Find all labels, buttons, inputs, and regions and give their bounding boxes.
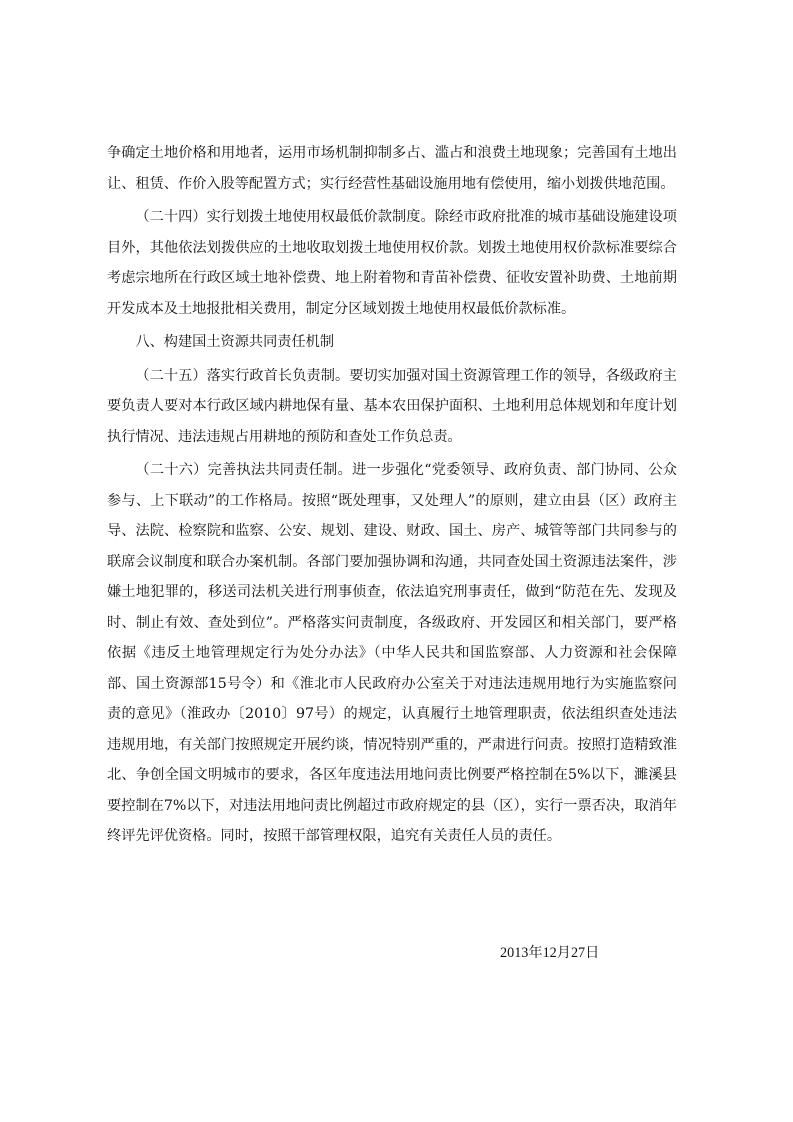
paragraph-continued: 争确定土地价格和用地者，运用市场机制抑制多占、滥占和浪费土地现象；完善国有土地出让、租赁、作价入股等配置方式；实行经营性基础设施用地有偿使用，缩小划拨供地范围。 [107, 145, 677, 192]
document-body [107, 138, 677, 852]
paragraph-article-24: （二十四）实行划拨土地使用权最低价款制度。除经市政府批准的城市基础设施建设项目外，其他依法划拨供应的土地收取划拨土地使用权价款。划拨土地使用权价款标准要综合考虑宗地所在行政区域土地补偿费、地上附着物和青苗补偿费、征收安置补助费、土地前期开发成本及土地报批相关费用，制定分区域划拨土地使用权最低价款标准。 [107, 209, 677, 317]
paragraph-article-26: （二十六）完善执法共同责任制。进一步强化“党委领导、政府负责、部门协同、公众参与、上下联动”的工作格局。按照“既处理事，又处理人”的原则，建立由县（区）政府主导、法院、检察院和监察、公安、规划、建设、财政、国土、房产、城管等部门共同参与的联席会议制度和联合办案机制。各部门要加强协调和沟通，共同查处国土资源违法案件，涉嫌土地犯罪的，移送司法机关进行刑事侦查，依法追究刑事责任，做到“防范在先、发现及时、制止有效、查处到位”。严格落实问责制度，各级政府、开发园区和相关部门，要严格依据《违反土地管理规定行为处分办法》（中华人民共和国监察部、人力资源和社会保障部、国土资源部15号令）和《淮北市人民政府办公室关于对违法违规用地行为实施监察问责的意见》（淮政办〔2010〕97号）的规定，认真履行土地管理职责，依法组织查处违法违规用地，有关部门按照规定开展约谈，情况特别严重的，严肃进行问责。按照打造精致淮北、争创全国文明城市的要求，各区年度违法用地问责比例要严格控制在5%以下，濉溪县要控制在7%以下，对违法用地问责比例超过市政府规定的县（区），实行一票否决，取消年终评先评优资格。同时，按照干部管理权限，追究有关责任人员的责任。 [107, 462, 677, 844]
section-heading: 八、构建国土资源共同责任机制 [135, 334, 335, 350]
paragraph-article-25: （二十五）落实行政首长负责制。要切实加强对国土资源管理工作的领导，各级政府主要负责人要对本行政区域内耕地保有量、基本农田保护面积、土地利用总体规划和年度计划执行情况、违法违规占用耕地的预防和查处工作负总责。 [107, 367, 677, 445]
document-date: 2013年12月27日 [500, 945, 600, 961]
